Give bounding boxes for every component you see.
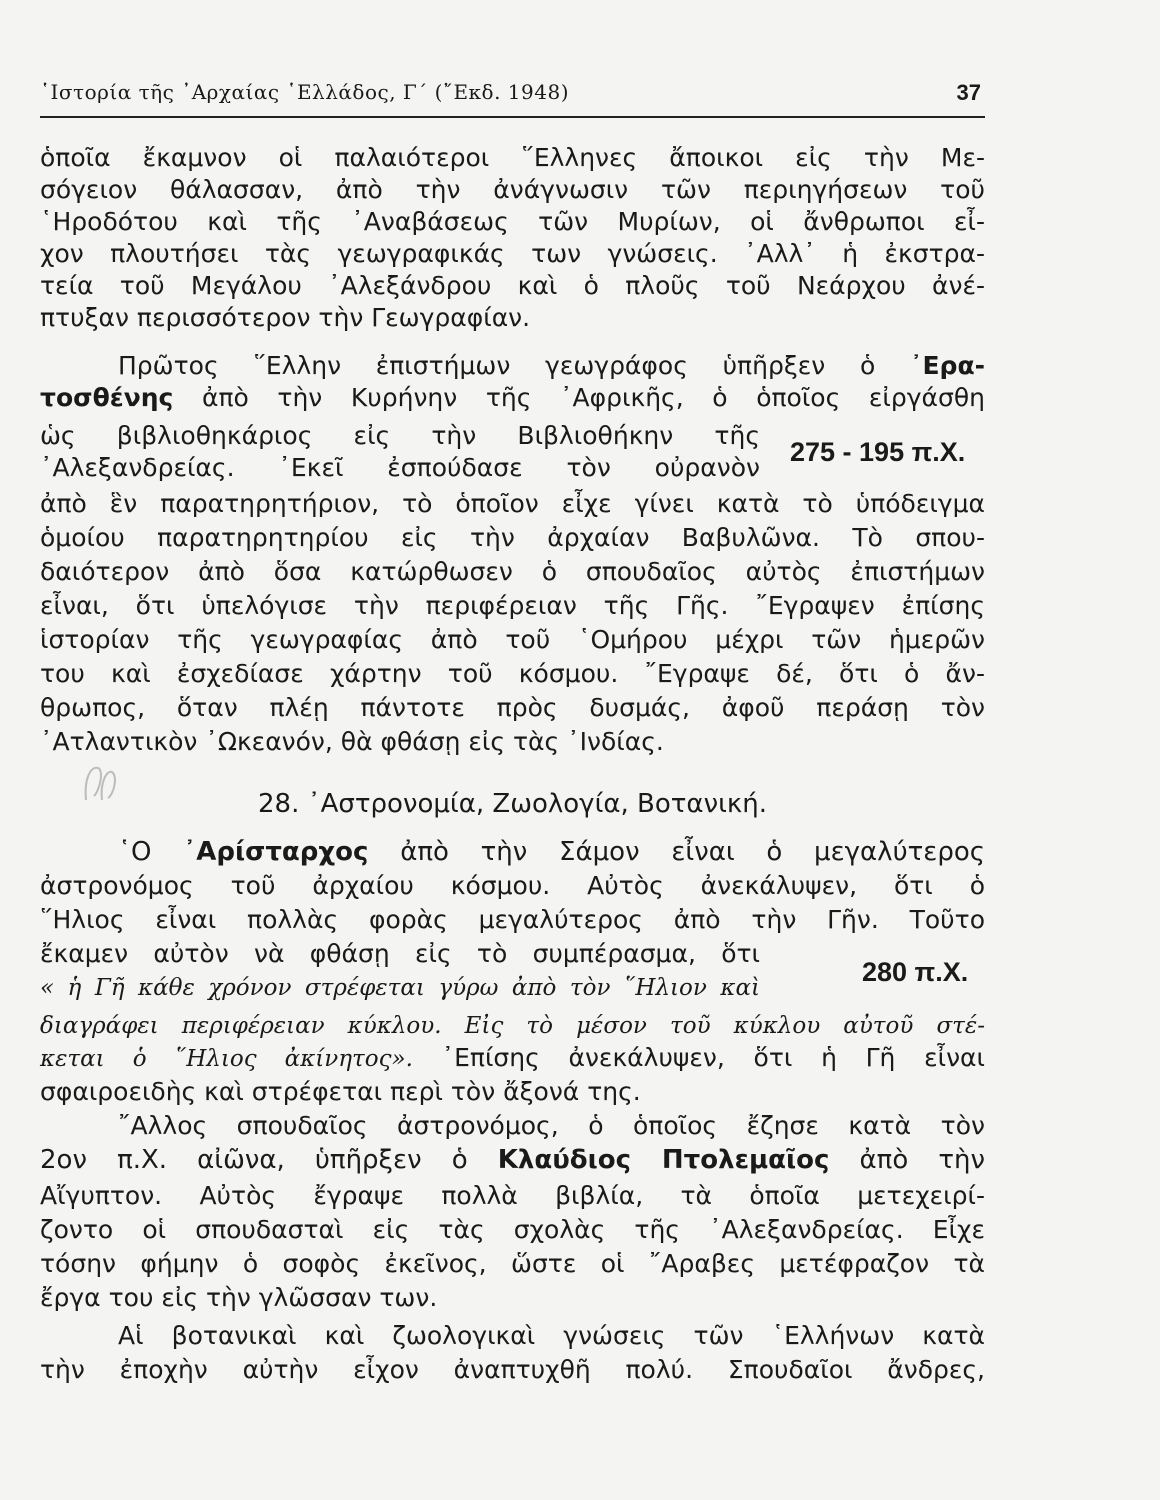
text-line: τὴν ἐποχὴν αὐτὴν εἶχον ἀναπτυχθῆ πολύ. Σπουδαῖοι ἄνδρες, (40, 1355, 985, 1384)
text-line: ἀστρονόμος τοῦ ἀρχαίου κόσμου. Αὐτὸς ἀνεκάλυψεν, ὅτι ὁ (40, 871, 985, 900)
text-line: τοσθένης ἀπὸ τὴν Κυρήνην τῆς ᾿Αφρικῆς, ὁ ὁποῖος εἰργάσθη (40, 383, 985, 412)
margin-date: 280 π.Χ. (862, 957, 969, 987)
text-line: Πρῶτος ῞Ελλην ἐπιστήμων γεωγράφος ὑπῆρξεν ὁ ᾿Ερα- (118, 351, 985, 380)
text-line: τόσην φήμην ὁ σοφὸς ἐκεῖνος, ὥστε οἱ ῎Αραβες μετέφραζον τὰ (40, 1249, 985, 1278)
text-line: Αἴγυπτον. Αὐτὸς ἔγραψε πολλὰ βιβλία, τὰ ὁποῖα μετεχειρί- (40, 1181, 985, 1210)
quoted-line: « ἡ Γῆ κάθε χρόνον στρέφεται γύρω ἀπὸ τὸν ῞Ηλιον καὶ (40, 975, 760, 1001)
name-aristarchus: ᾿Αρίσταρχος (183, 837, 369, 867)
text-line: σόγειον θάλασσαν, ἀπὸ τὴν ἀνάγνωσιν τῶν περιηγήσεων τοῦ (40, 175, 985, 204)
text-line: ᾿Αλεξανδρείας. ᾿Εκεῖ ἐσπούδασε τὸν οὐρανὸν (40, 453, 760, 482)
text-line: πτυξαν περισσότερον τὴν Γεωγραφίαν. (40, 303, 531, 332)
text-line: δαιότερον ἀπὸ ὅσα κατώρθωσεν ὁ σπουδαῖος αὐτὸς ἐπιστήμων (40, 557, 985, 586)
text-line: ἔργα του εἰς τὴν γλῶσσαν των. (40, 1283, 438, 1312)
text-line: Αἱ βοτανικαὶ καὶ ζωολογικαὶ γνώσεις τῶν ῾Ελλήνων κατὰ (118, 1321, 985, 1350)
text-line: ὁμοίου παρατηρητηρίου εἰς τὴν ἀρχαίαν Βαβυλῶνα. Τὸ σπου- (40, 523, 985, 552)
text-line: ἔκαμεν αὐτὸν νὰ φθάσῃ εἰς τὸ συμπέρασμα, ὅτι (40, 939, 760, 968)
text-line: ἀπὸ ἓν παρατηρητήριον, τὸ ὁποῖον εἶχε γίνει κατὰ τὸ ὑπόδειγμα (40, 489, 985, 518)
text-line: ῾Ο ᾿Αρίσταρχος ἀπὸ τὴν Σάμον εἶναι ὁ μεγαλύτερος (118, 837, 985, 867)
section-heading: 28. ᾿Αστρονομία, Ζωολογία, Βοτανική. (258, 789, 767, 819)
text-line: κεται ὁ ῞Ηλιος ἀκίνητος». ᾿Επίσης ἀνεκάλυψεν, ὅτι ἡ Γῆ εἶναι (40, 1043, 985, 1072)
text-line: ἱστορίαν τῆς γεωγραφίας ἀπὸ τοῦ ῾Ομήρου μέχρι τῶν ἡμερῶν (40, 625, 985, 654)
name-eratosthenes: τοσθένης (40, 383, 174, 412)
page-number: 37 (956, 80, 981, 105)
text-line: χον πλουτήσει τὰς γεωγραφικάς των γνώσεις. ᾿Αλλ᾿ ἡ ἐκστρα- (40, 239, 985, 268)
name-eratosthenes: ᾿Ερα- (909, 351, 985, 380)
text-line: σφαιροειδὴς καὶ στρέφεται περὶ τὸν ἄξονά της. (40, 1077, 641, 1106)
name-ptolemy: Κλαύδιος Πτολεμαῖος (497, 1145, 830, 1175)
running-title: ῾Ιστορία τῆς ᾿Αρχαίας ῾Ελλάδος, Γ΄ (῎Εκδ. 1948) (40, 80, 570, 104)
text-line: θρωπος, ὅταν πλέῃ πάντοτε πρὸς δυσμάς, ἀφοῦ περάσῃ τὸν (40, 693, 985, 722)
text-line: 2ον π.Χ. αἰῶνα, ὑπῆρξεν ὁ Κλαύδιος Πτολεμαῖος ἀπὸ τὴν (40, 1145, 985, 1175)
quoted-line: διαγράφει περιφέρειαν κύκλου. Εἰς τὸ μέσον τοῦ κύκλου αὐτοῦ στέ- (40, 1013, 985, 1039)
text-line: ὡς βιβλιοθηκάριος εἰς τὴν Βιβλιοθήκην τῆς (40, 421, 760, 450)
text-line: ζοντο οἱ σπουδασταὶ εἰς τὰς σχολὰς τῆς ᾿Αλεξανδρείας. Εἶχε (40, 1215, 985, 1244)
margin-date: 275 - 195 π.Χ. (790, 437, 966, 467)
text-line: ᾿Ατλαντικὸν ᾿Ωκεανόν, θὰ φθάσῃ εἰς τὰς ᾿Ινδίας. (40, 727, 664, 756)
text-line: ὁποῖα ἔκαμνον οἱ παλαιότεροι ῞Ελληνες ἄποικοι εἰς τὴν Με- (40, 143, 985, 172)
page-header (40, 76, 985, 118)
text-line: τεία τοῦ Μεγάλου ᾿Αλεξάνδρου καὶ ὁ πλοῦς τοῦ Νεάρχου ἀνέ- (40, 271, 985, 300)
text-line: ῾Ηροδότου καὶ τῆς ᾿Αναβάσεως τῶν Μυρίων, οἱ ἄνθρωποι εἶ- (40, 207, 985, 236)
text-line: εἶναι, ὅτι ὑπελόγισε τὴν περιφέρειαν τῆς Γῆς. ῎Εγραψεν ἐπίσης (40, 591, 985, 620)
text-line: του καὶ ἐσχεδίασε χάρτην τοῦ κόσμου. ῎Εγραψε δέ, ὅτι ὁ ἄν- (40, 659, 985, 688)
text-line: ῎Αλλος σπουδαῖος ἀστρονόμος, ὁ ὁποῖος ἔζησε κατὰ τὸν (118, 1111, 985, 1140)
text-line: ῞Ηλιος εἶναι πολλὰς φορὰς μεγαλύτερος ἀπὸ τὴν Γῆν. Τοῦτο (40, 905, 985, 934)
